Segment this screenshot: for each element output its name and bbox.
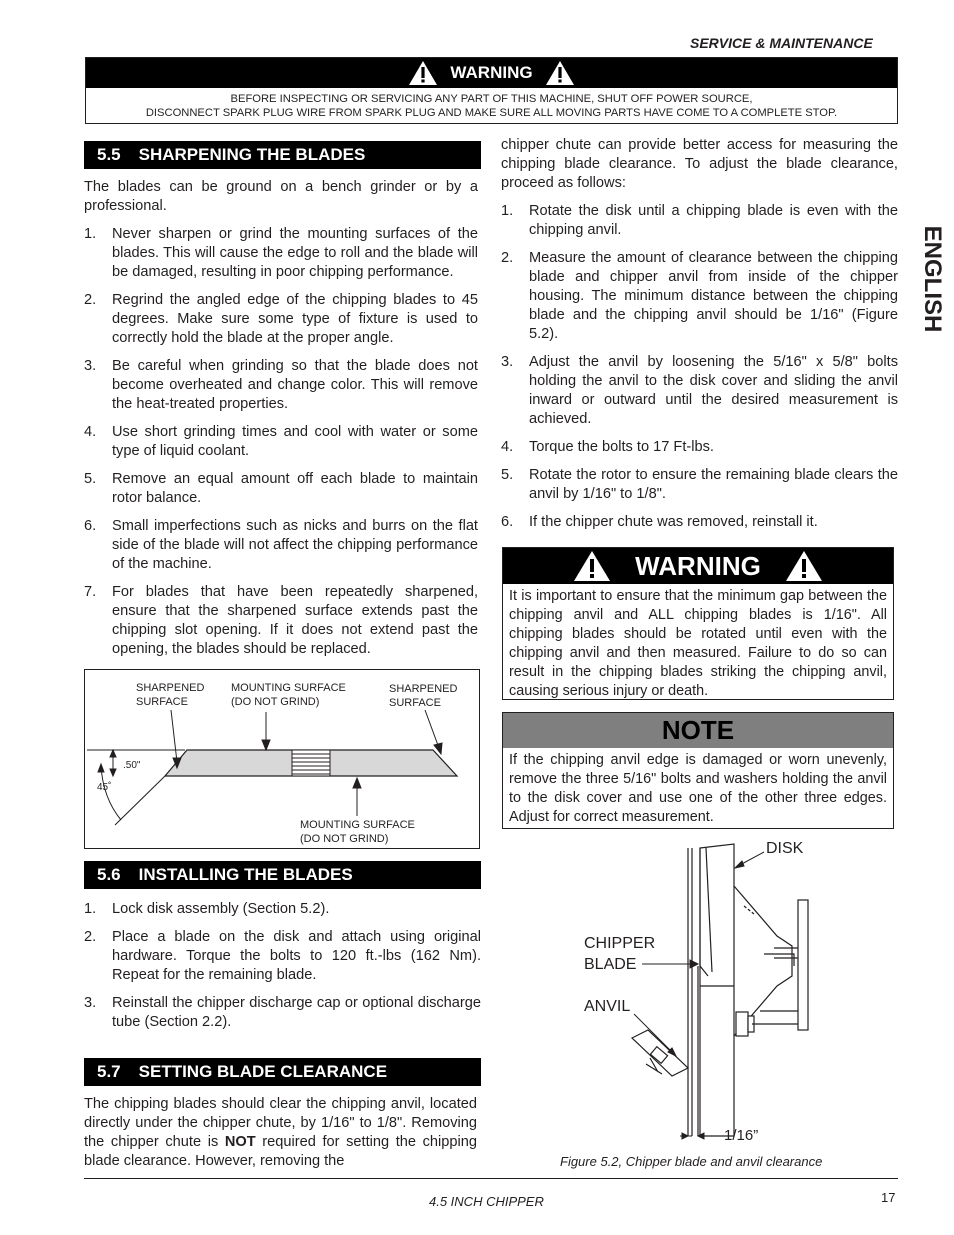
list-item: 1. Lock disk assembly (Section 5.2). <box>84 901 330 917</box>
list-item: 4. Use short grinding times and cool with water or some type of liquid coolant. <box>84 424 478 459</box>
disk-shape <box>700 844 734 1136</box>
note-text: If the chipping anvil edge is damaged or worn unevenly, remove the three 5/16" bolts and washers holding the anvil to the disk cover and use one of the other three edges. Adjust for correct measurement. <box>509 752 887 825</box>
warning-text: It is important to ensure that the minimum gap between the chipping anvil and ALL chipping blades is 1/16". All chipping blades should be rotated until even with the chipping anvil and then measured. Failure to do so can result in the chipping blades striking the chipping anvil, causing serious injury or death. <box>509 588 887 699</box>
section-title: SHARPENING THE BLADES <box>138 145 366 164</box>
note-title: NOTE <box>661 715 735 745</box>
section-5-7-paragraph-2: chipper chute can provide better access for measuring the chipping blade clearance. To adjust the blade clearance, proceed as follows: <box>501 137 898 191</box>
language-tab-label: ENGLISH <box>919 225 946 333</box>
warning-title: WARNING <box>635 550 761 581</box>
disk-label: DISK <box>766 840 804 857</box>
mounting-surface-bottom-label: MOUNTING SURFACE (DO NOT GRIND) <box>300 819 415 845</box>
section-title: SETTING BLADE CLEARANCE <box>138 1062 388 1081</box>
chipper-blade-label: CHIPPER BLADE <box>584 935 656 973</box>
list-item: 2. Regrind the angled edge of the chipping blades to 45 degrees. Make sure some type of fixture is used to correctly hold the blade at the proper angle. <box>84 292 478 346</box>
footer-title: 4.5 INCH CHIPPER <box>429 1194 544 1209</box>
blade-drawing <box>85 670 479 848</box>
warning-triangle-icon <box>573 550 611 582</box>
list-item: 7. For blades that have been repeatedly sharpened, ensure that the sharpened surface extends past the chipping slot opening. If it does not extend past the opening, the blades should be replaced. <box>84 584 478 657</box>
hatch-pattern <box>292 750 330 776</box>
section-5-7-heading <box>84 1058 481 1086</box>
clearance-steps-list <box>501 202 898 541</box>
section-5-5-intro: The blades can be ground on a bench grinder or by a professional. <box>84 179 478 214</box>
sharpened-surface-left-label: SHARPENED SURFACE <box>136 682 205 708</box>
warning-triangle-icon <box>408 60 438 86</box>
section-5-7-paragraph-1: The chipping blades should clear the chipping anvil, located directly under the chipper chute, by 1/16" to 1/8". Removing the chipper chute is NOT required for setting the chipping blade clearance. However, removing the <box>84 1096 477 1169</box>
note-bar <box>503 713 893 748</box>
top-warning-bar <box>86 58 897 88</box>
anvil-label: ANVIL <box>584 998 631 1015</box>
top-warning-line-2: DISCONNECT SPARK PLUG WIRE FROM SPARK PLUG AND MAKE SURE ALL MOVING PARTS HAVE COME TO A COMPLETE STOP. <box>145 107 838 119</box>
list-item: 4. Torque the bolts to 17 Ft-lbs. <box>501 439 714 455</box>
section-number: 5.5 <box>97 145 121 164</box>
warning-triangle-icon <box>785 550 823 582</box>
sharpened-surface-right-label: SHARPENED SURFACE <box>389 683 458 709</box>
figure-caption: Figure 5.2, Chipper blade and anvil clearance <box>560 1154 823 1169</box>
list-item: 3. Reinstall the chipper discharge cap or optional discharge tube (Section 2.2). <box>84 995 481 1030</box>
list-item: 5. Remove an equal amount off each blade to maintain rotor balance. <box>84 471 478 506</box>
warning-bar <box>503 548 893 584</box>
list-item: 5. Rotate the rotor to ensure the remaining blade clears the anvil by 1/16" to 1/8". <box>501 467 898 502</box>
section-number: 5.6 <box>97 865 121 884</box>
warning-triangle-icon <box>545 60 575 86</box>
list-item: 2. Place a blade on the disk and attach using original hardware. Torque the bolts to 120 ft.-lbs (162 Nm). Repeat for the remaining blade. <box>84 929 481 983</box>
section-5-6-heading <box>84 861 481 889</box>
section-title: INSTALLING THE BLADES <box>138 865 353 884</box>
section-5-5-heading <box>84 141 481 169</box>
page-number: 17 <box>881 1190 896 1205</box>
top-warning-line-1: BEFORE INSPECTING OR SERVICING ANY PART OF THIS MACHINE, SHUT OFF POWER SOURCE, <box>230 93 753 105</box>
list-item: 3. Be careful when grinding so that the blade does not become overheated and change color. This will remove the heat-treated properties. <box>84 358 478 412</box>
thickness-dimension-label: .50" <box>123 760 141 771</box>
angle-label: 45˚ <box>97 782 112 793</box>
top-warning-title: WARNING <box>450 63 533 82</box>
footer-rule <box>84 1178 898 1179</box>
section-number: 5.7 <box>97 1062 121 1081</box>
list-item: 2. Measure the amount of clearance between the chipping blade and chipper anvil from inside of the chipper housing. The minimum distance between the chipping blade and the chipping anvil should be 1/16" (Figure 5.2). <box>501 250 898 342</box>
emphasis-not: NOT <box>224 1134 256 1150</box>
installing-steps-list <box>84 900 481 1041</box>
chipper-blade-anvil-figure <box>502 836 898 1148</box>
top-warning-box <box>85 57 898 124</box>
note-box <box>502 712 894 829</box>
blade-sharpening-diagram <box>84 669 480 849</box>
list-item: 6. Small imperfections such as nicks and burrs on the flat side of the blade will not affect the chipping performance of the machine. <box>84 518 478 572</box>
list-item: 6. If the chipper chute was removed, reinstall it. <box>501 514 818 530</box>
gap-dimension-label: 1/16” <box>724 1127 759 1144</box>
list-item: 1. Rotate the disk until a chipping blade is even with the chipping anvil. <box>501 203 898 238</box>
mounting-surface-top-label: MOUNTING SURFACE (DO NOT GRIND) <box>231 682 346 708</box>
sharpening-steps-list <box>84 225 478 668</box>
list-item: 1. Never sharpen or grind the mounting surfaces of the blades. This will cause the edge to roll and the blade will be damaged, resulting in poor chipping performance. <box>84 226 478 280</box>
language-tab <box>917 224 947 334</box>
warning-box <box>502 547 894 700</box>
list-item: 3. Adjust the anvil by loosening the 5/16" x 5/8" bolts holding the anvil to the disk cover and sliding the anvil inward or outward until the desired measurement is achieved. <box>501 354 898 427</box>
chipper-drawing <box>502 836 898 1148</box>
running-head: SERVICE & MAINTENANCE <box>690 35 873 51</box>
